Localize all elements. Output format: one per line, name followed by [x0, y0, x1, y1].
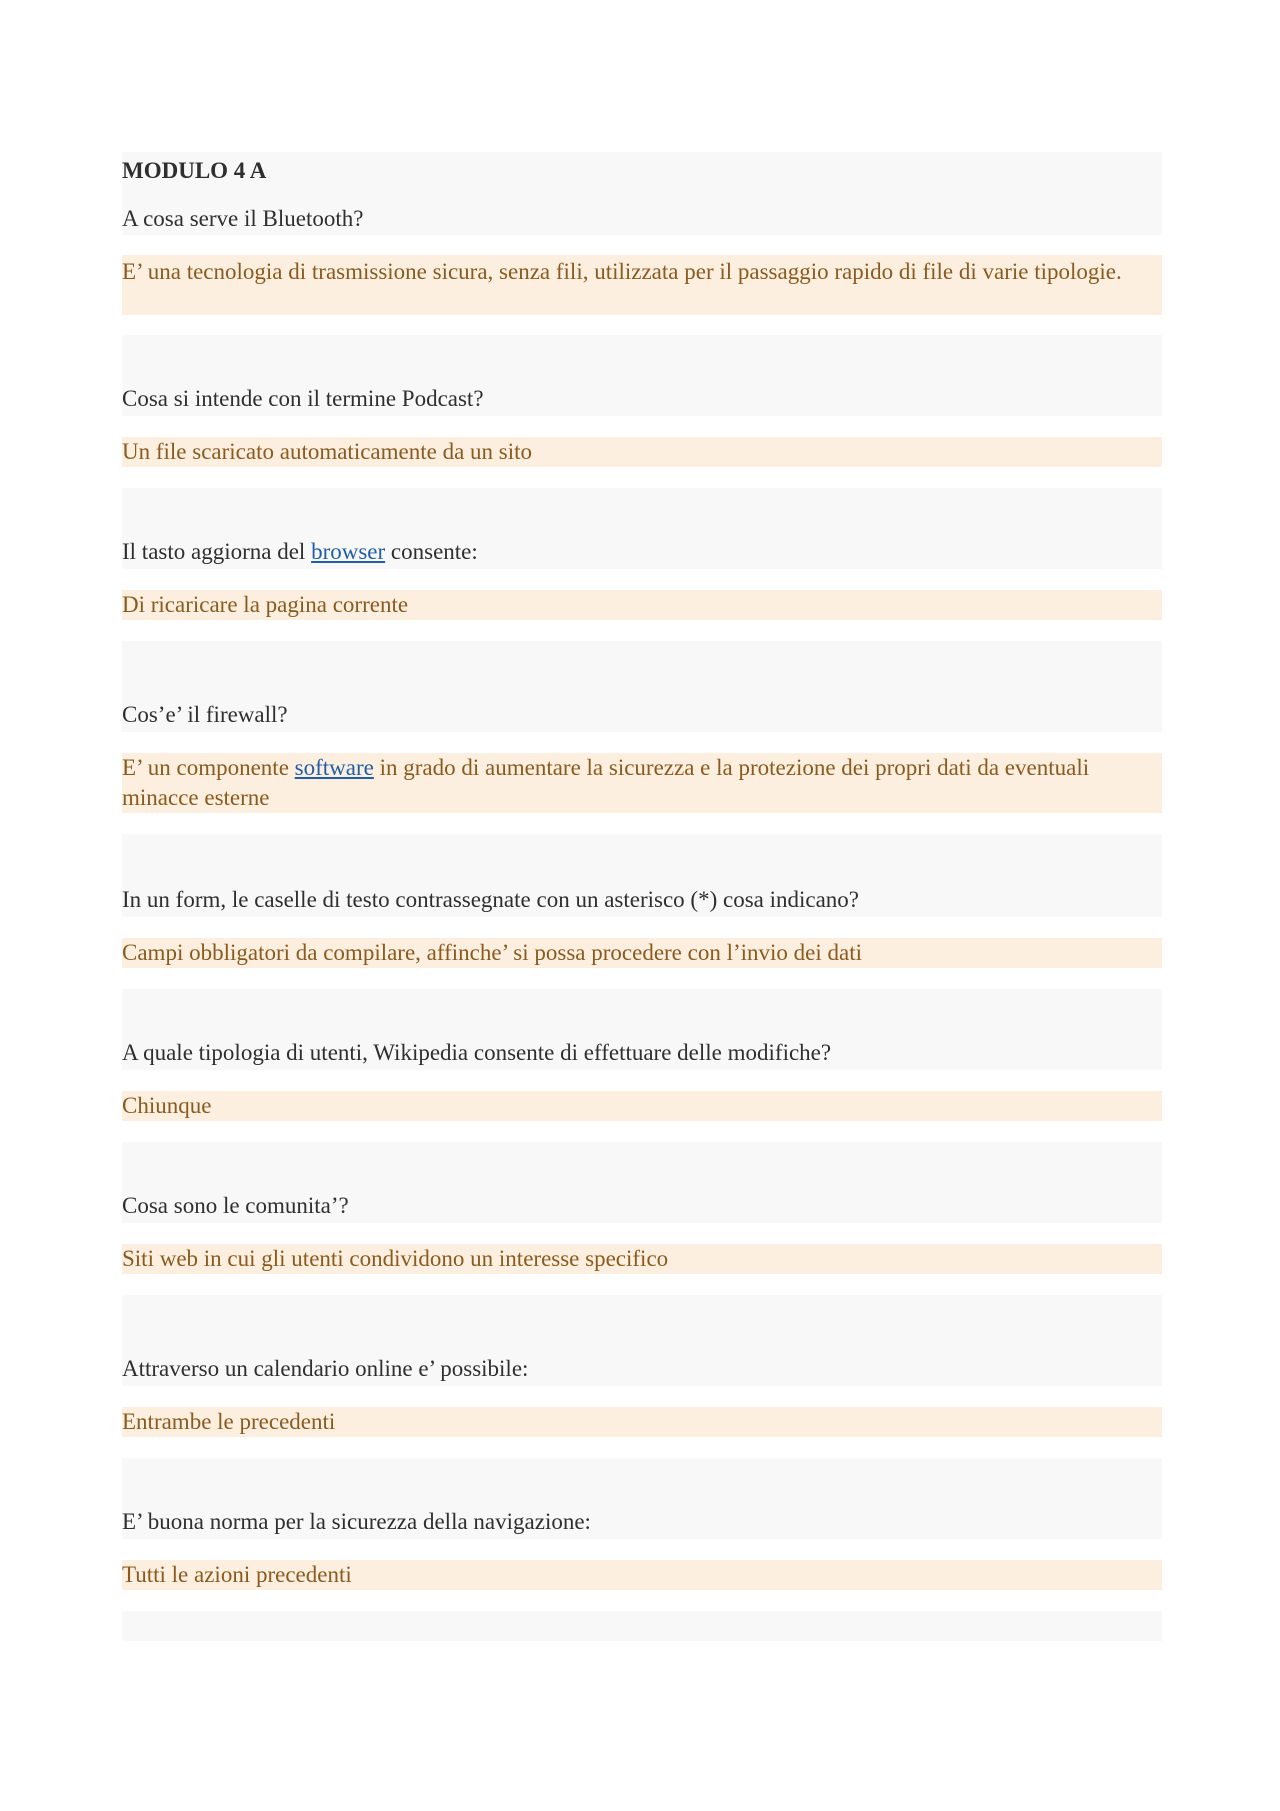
- question-text: Cos’e’ il firewall?: [122, 702, 288, 727]
- answer-block: [122, 938, 1162, 968]
- answer-block: [122, 1091, 1162, 1121]
- question-block: [122, 989, 1162, 1070]
- question-block: [122, 1295, 1162, 1386]
- answer-text: Siti web in cui gli utenti condividono un interesse specifico: [122, 1246, 669, 1271]
- question-text: A cosa serve il Bluetooth?: [122, 206, 364, 231]
- answer-block: [122, 1407, 1162, 1437]
- question-text: Attraverso un calendario online e’ possibile:: [122, 1356, 529, 1381]
- question-text: E’ buona norma per la sicurezza della navigazione:: [122, 1509, 591, 1534]
- answer-block: [122, 1244, 1162, 1274]
- answer-block: [122, 1560, 1162, 1590]
- answer-block: [122, 437, 1162, 467]
- software-link[interactable]: software: [294, 755, 374, 780]
- question-block: [122, 1142, 1162, 1223]
- question-text-part: consente:: [385, 539, 478, 564]
- answer-text-part: in grado di aumentare la sicurezza e la protezione dei propri dati da eventuali minacce esterne: [122, 755, 1090, 810]
- question-text: In un form, le caselle di testo contrassegnate con un asterisco (*) cosa indicano?: [122, 887, 860, 912]
- question-block: [122, 1458, 1162, 1539]
- question-block: [122, 488, 1162, 569]
- answer-text-part: E’ un componente: [122, 755, 295, 780]
- answer-block: [122, 255, 1162, 315]
- answer-block: [122, 590, 1162, 620]
- question-text: [122, 537, 478, 567]
- question-block: [122, 335, 1162, 416]
- question-text-part: Il tasto aggiorna del: [122, 539, 312, 564]
- answer-text: Entrambe le precedenti: [122, 1409, 336, 1434]
- answer-text: Di ricaricare la pagina corrente: [122, 592, 409, 617]
- browser-link[interactable]: browser: [311, 539, 386, 564]
- answer-text: Campi obbligatori da compilare, affinche’ si possa procedere con l’invio dei dati: [122, 940, 863, 965]
- answer-text: [122, 753, 1162, 813]
- answer-block: [122, 753, 1162, 813]
- answer-text: Tutti le azioni precedenti: [122, 1562, 352, 1587]
- answer-text: Un file scaricato automaticamente da un sito: [122, 439, 533, 464]
- question-text: Cosa sono le comunita’?: [122, 1193, 349, 1218]
- answer-text: E’ una tecnologia di trasmissione sicura, senza fili, utilizzata per il passaggio rapido di file di varie tipologie.: [122, 259, 1122, 284]
- title-question-block: [122, 152, 1162, 235]
- document-page: [122, 152, 1162, 1641]
- empty-block: [122, 1611, 1162, 1641]
- answer-text: Chiunque: [122, 1093, 212, 1118]
- question-text: Cosa si intende con il termine Podcast?: [122, 386, 484, 411]
- question-block: [122, 834, 1162, 917]
- document-title: MODULO 4 A: [122, 158, 267, 183]
- question-block: [122, 641, 1162, 732]
- question-text: A quale tipologia di utenti, Wikipedia consente di effettuare delle modifiche?: [122, 1040, 832, 1065]
